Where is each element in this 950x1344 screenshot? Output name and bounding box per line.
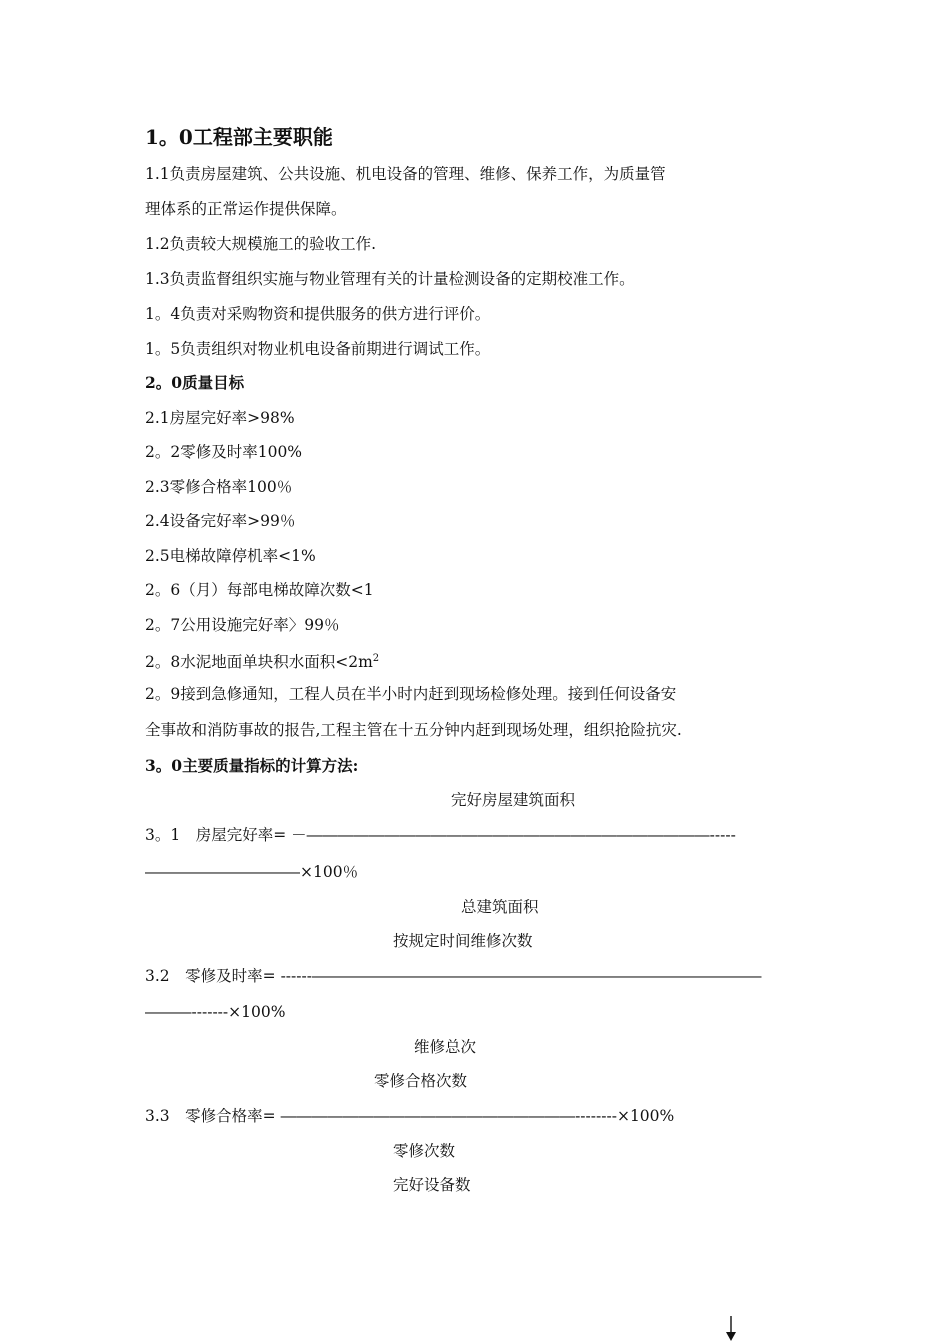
heading-section-3: 3。0主要质量指标的计算方法: [145, 756, 359, 775]
down-arrow-icon [724, 1316, 738, 1342]
goal-2-9-line-2: 全事故和消防事故的报告,工程主管在十五分钟内赶到现场处理，组织抢险抗灾. [145, 721, 682, 739]
paragraph-1-5: 1。5负责组织对物业机电设备前期进行调试工作。 [145, 340, 491, 358]
formula-3-4-numerator: 完好设备数 [393, 1176, 471, 1194]
goal-2-8 [145, 649, 379, 672]
paragraph-1-1-line-1: 1.1负责房屋建筑、公共设施、机电设备的管理、维修、保养工作，为质量管 [145, 165, 666, 183]
formula-3-2-line-2: ―――-------×100% [145, 1003, 286, 1021]
formula-3-1-line-2: ――――――――――×100％ [145, 863, 359, 881]
goal-2-1: 2.1房屋完好率>98% [145, 409, 295, 427]
goal-2-2: 2。2零修及时率100% [145, 443, 303, 461]
paragraph-1-2: 1.2负责较大规模施工的验收工作. [145, 235, 377, 253]
formula-3-2-numerator: 按规定时间维修次数 [393, 932, 533, 950]
paragraph-1-3: 1.3负责监督组织实施与物业管理有关的计量检测设备的定期校准工作。 [145, 270, 635, 288]
goal-2-3: 2.3零修合格率100％ [145, 478, 293, 496]
formula-3-1-line-1: 3。1 房屋完好率= －――――――――――――――――――――――――――----- [145, 826, 736, 844]
formula-3-2-denominator: 维修总次 [414, 1038, 477, 1056]
formula-3-3-denominator: 零修次数 [393, 1142, 456, 1160]
goal-2-5: 2.5电梯故障停机率<1% [145, 547, 316, 565]
goal-2-4: 2.4设备完好率>99％ [145, 512, 296, 530]
paragraph-1-1-line-2: 理体系的正常运作提供保障。 [145, 200, 347, 218]
formula-3-3-numerator: 零修合格次数 [374, 1072, 468, 1090]
formula-3-1-denominator: 总建筑面积 [461, 898, 539, 916]
formula-3-1-numerator: 完好房屋建筑面积 [451, 791, 576, 809]
goal-2-8-text: 2。8水泥地面单块积水面积<2m [145, 653, 373, 671]
goal-2-6: 2。6（月）每部电梯故障次数<1 [145, 581, 374, 599]
goal-2-9-line-1: 2。9接到急修通知，工程人员在半小时内赶到现场检修处理。接到任何设备安 [145, 685, 677, 703]
formula-3-2-line-1: 3.2 零修及时率= ------――――――――――――――――――――――――――――― [145, 967, 762, 985]
formula-3-3-line-1: 3.3 零修合格率= ―――――――――――――――――――--------×100% [145, 1107, 675, 1125]
heading-section-2: 2。0质量目标 [145, 373, 245, 392]
goal-2-7: 2。7公用设施完好率〉99％ [145, 616, 340, 634]
goal-2-8-superscript: 2 [372, 653, 380, 664]
heading-section-1: 1。0工程部主要职能 [145, 125, 333, 149]
paragraph-1-4: 1。4负责对采购物资和提供服务的供方进行评价。 [145, 305, 491, 323]
